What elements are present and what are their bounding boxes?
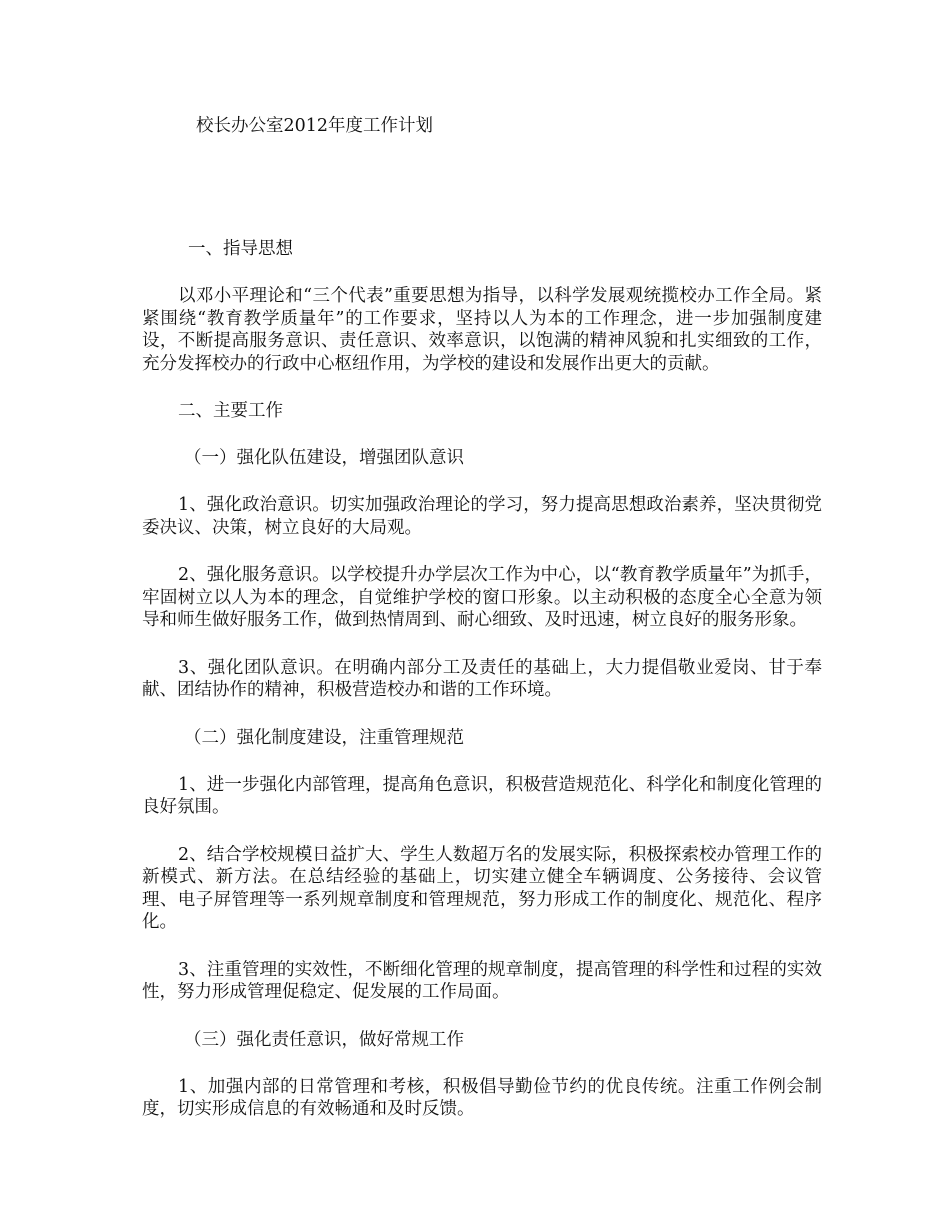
document-title: 校长办公室2012年度工作计划	[196, 116, 434, 136]
paragraph-system-2: 2、结合学校规模日益扩大、学生人数超万名的发展实际，积极探索校办管理工作的新模式、新方法。在总结经验的基础上，切实建立健全车辆调度、公务接待、会议管理、电子屏管理等一系列规章制度和管理规范，努力形成工作的制度化、规范化、程序化。	[142, 844, 822, 932]
paragraph-team-1: 1、强化政治意识。切实加强政治理论的学习，努力提高思想政治素养，坚决贯彻党委决议、决策，树立良好的大局观。	[142, 495, 822, 538]
subsection-heading-team: （一）强化队伍建设，增强团队意识	[184, 448, 464, 468]
paragraph-system-3: 3、注重管理的实效性，不断细化管理的规章制度，提高管理的科学性和过程的实效性，努力形成管理促稳定、促发展的工作局面。	[142, 959, 822, 1002]
document-body	[142, 238, 822, 1146]
paragraph-team-3: 3、强化团队意识。在明确内部分工及责任的基础上，大力提倡敬业爱岗、甘于奉献、团结协作的精神，积极营造校办和谐的工作环境。	[142, 657, 822, 700]
paragraph-guiding-ideology: 以邓小平理论和“三个代表”重要思想为指导，以科学发展观统揽校办工作全局。紧紧围绕“教育教学质量年”的工作要求，坚持以人为本的工作理念，进一步加强制度建设，不断提高服务意识、责任意识、效率意识，以饱满的精神风貌和扎实细致的工作，充分发挥校办的行政中心枢纽作用，为学校的建设和发展作出更大的贡献。	[142, 286, 822, 374]
section-heading-guiding-ideology: 一、指导思想	[188, 239, 293, 259]
subsection-heading-responsibility: （三）强化责任意识，做好常规工作	[184, 1029, 464, 1050]
section-heading-main-work: 二、主要工作	[178, 401, 283, 421]
paragraph-responsibility-1: 1、加强内部的日常管理和考核，积极倡导勤俭节约的优良传统。注重工作例会制度，切实形成信息的有效畅通和及时反馈。	[142, 1076, 822, 1119]
subsection-heading-system: （二）强化制度建设，注重管理规范	[184, 727, 464, 748]
paragraph-system-1: 1、进一步强化内部管理，提高角色意识，积极营造规范化、科学化和制度化管理的良好氛围。	[142, 774, 822, 817]
paragraph-team-2: 2、强化服务意识。以学校提升办学层次工作为中心，以“教育教学质量年”为抓手，牢固树立以人为本的理念，自觉维护学校的窗口形象。以主动积极的态度全心全意为领导和师生做好服务工作，做到热情周到、耐心细致、及时迅速，树立良好的服务形象。	[142, 565, 822, 630]
